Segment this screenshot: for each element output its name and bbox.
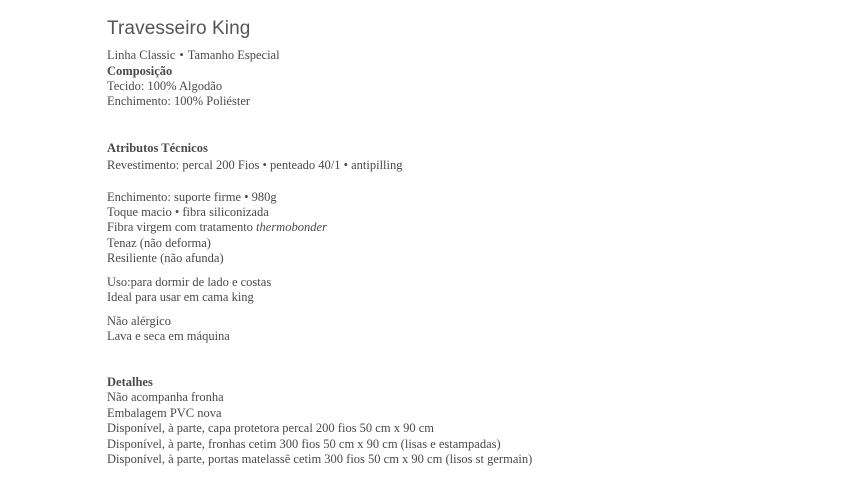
technical-touch: Toque macio • fibra siliconizada: [107, 205, 269, 219]
technical-fiber: [107, 220, 327, 235]
product-size: Tamanho Especial: [187, 48, 280, 62]
technical-allergy: Não alérgico: [107, 314, 171, 328]
technical-usage: Uso:para dormir de lado e costas: [107, 275, 272, 289]
details-item: Disponível, à parte, portas matelassê cetim 300 fios 50 cm x 90 cm (lisos st germain): [107, 452, 533, 466]
details-item: Disponível, à parte, capa protetora percal 200 fios 50 cm x 90 cm: [107, 421, 434, 435]
technical-ideal: Ideal para usar em cama king: [107, 290, 254, 304]
fiber-text: Fibra virgem com tratamento: [107, 220, 257, 234]
product-line: Linha Classic: [107, 48, 176, 62]
composition-fabric: Tecido: 100% Algodão: [107, 79, 223, 93]
details-heading: Detalhes: [107, 375, 153, 389]
details-item: Disponível, à parte, fronhas cetim 300 fios 50 cm x 90 cm (lisas e estampadas): [107, 437, 501, 451]
technical-heading: Atributos Técnicos: [107, 141, 208, 155]
technical-tenacity: Tenaz (não deforma): [107, 236, 211, 250]
technical-filling: Enchimento: suporte firme • 980g: [107, 190, 277, 204]
technical-resilience: Resiliente (não afunda): [107, 251, 224, 265]
fiber-term: thermobonder: [256, 220, 327, 234]
composition-heading: Composição: [107, 64, 173, 78]
details-item: Não acompanha fronha: [107, 390, 224, 404]
product-line-size: [107, 48, 280, 63]
technical-washing: Lava e seca em máquina: [107, 329, 230, 343]
product-title: Travesseiro King: [107, 18, 251, 39]
technical-coating: Revestimento: percal 200 Fios • penteado 40/1 • antipilling: [107, 158, 403, 172]
composition-filling: Enchimento: 100% Poliéster: [107, 94, 251, 108]
bullet-separator: •: [179, 48, 184, 62]
details-item: Embalagem PVC nova: [107, 406, 222, 420]
